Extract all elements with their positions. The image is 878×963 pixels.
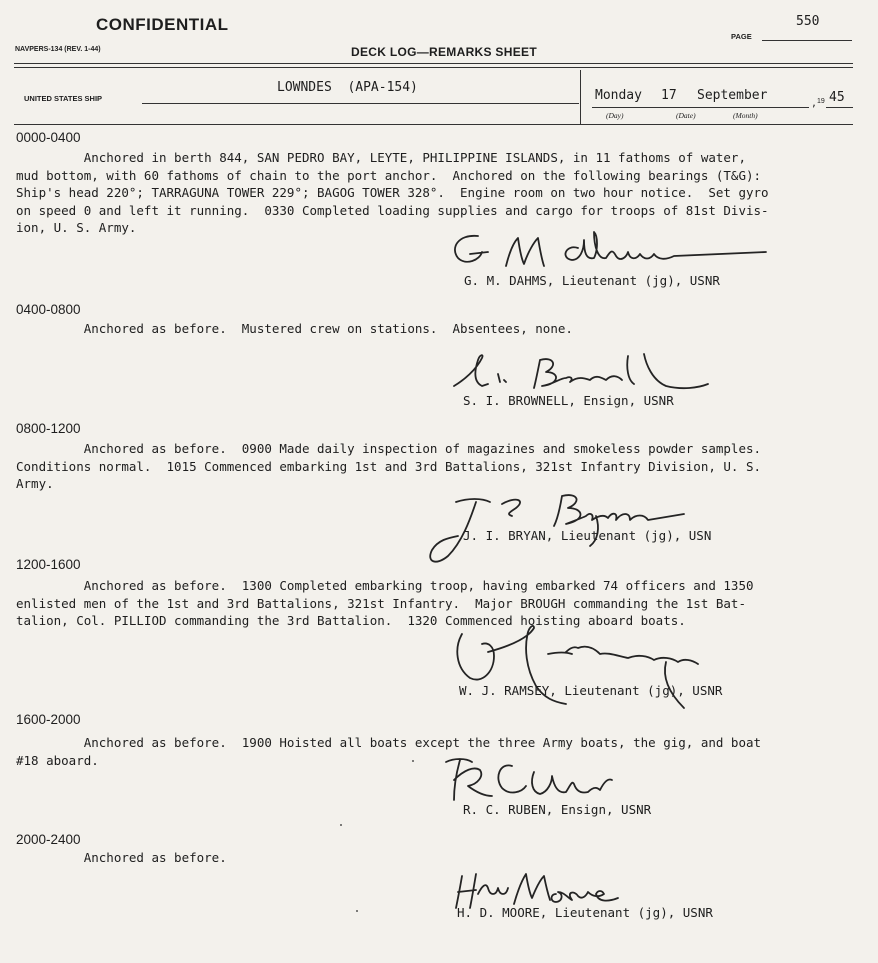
year-prefix: 19 <box>817 98 825 105</box>
signature-name-0800-1200: J. I. BRYAN, Lieutenant (jg), USN <box>463 528 712 543</box>
entry-text-0000-0400: Anchored in berth 844, SAN PEDRO BAY, LEYTE, PHILIPPINE ISLANDS, in 11 fathoms of water, mud bottom, with 60 fathoms of chain to the port anchor. Anchored on the following bearings (T&G): Ship's head 220°; TARRAGUNA TOWER 229°; BAGOG TOWER 328°. Engine room on two hour notice. Set gyro on speed 0 and left it running. 0330 Completed loading supplies and cargo for troops of 81st Divis- ion, U. S. Army. <box>16 150 769 235</box>
watch-2000-2400: 2000-2400 <box>16 832 81 847</box>
signature-name-1200-1600: W. J. RAMSEY, Lieutenant (jg), USNR <box>459 683 723 698</box>
header-rule-bottom <box>14 124 853 125</box>
log-month: September <box>697 88 768 103</box>
paper-speck <box>412 760 414 762</box>
year-line <box>826 107 853 108</box>
log-day: Monday <box>595 88 642 103</box>
watch-1600-2000: 1600-2000 <box>16 712 81 727</box>
year-comma: , <box>811 98 818 109</box>
signature-name-0000-0400: G. M. DAHMS, Lieutenant (jg), USNR <box>464 273 720 288</box>
entry-text-2000-2400: Anchored as before. <box>16 850 227 865</box>
date-line <box>592 107 809 108</box>
page-number: 550 <box>796 14 820 29</box>
entry-text-1600-2000: Anchored as before. 1900 Hoisted all boats except the three Army boats, the gig, and boat #18 aboard. <box>16 735 762 768</box>
day-caption: (Day) <box>606 111 624 120</box>
log-year: 45 <box>829 90 845 105</box>
signature-name-1600-2000: R. C. RUBEN, Ensign, USNR <box>463 802 652 817</box>
entry-text-0400-0800: Anchored as before. Mustered crew on stations. Absentees, none. <box>16 321 573 336</box>
signature-dahms <box>448 230 768 275</box>
signature-name-0400-0800: S. I. BROWNELL, Ensign, USNR <box>463 393 674 408</box>
signature-ruben <box>440 752 620 806</box>
watch-1200-1600: 1200-1600 <box>16 557 81 572</box>
classification-label: CONFIDENTIAL <box>96 15 229 34</box>
header-rule-top <box>14 63 853 64</box>
month-caption: (Month) <box>733 111 758 120</box>
sheet-title: DECK LOG—REMARKS SHEET <box>351 45 537 59</box>
signature-name-2000-2400: H. D. MOORE, Lieutenant (jg), USNR <box>457 905 713 920</box>
entry-text-0800-1200: Anchored as before. 0900 Made daily inspection of magazines and smokeless powder samples. Conditions normal. 1015 Commenced embarking 1st and 3rd Battalions, 321st Infantry Division, U. S. Army. <box>16 441 762 491</box>
date-caption: (Date) <box>676 111 696 120</box>
paper-speck <box>356 910 358 912</box>
watch-0000-0400: 0000-0400 <box>16 130 81 145</box>
watch-0800-1200: 0800-1200 <box>16 421 81 436</box>
signature-brownell <box>446 352 726 394</box>
ship-name: LOWNDES (APA-154) <box>277 80 418 95</box>
log-date: 17 <box>661 88 677 103</box>
entry-text-1200-1600: Anchored as before. 1300 Completed embarking troop, having embarked 74 officers and 1350 enlisted men of the 1st and 3rd Battalions, 321st Infantry. Major BROUGH commanding the 1st Bat- talion, Col. PILLIOD commanding the 3rd Battalion. 1320 Commenced hoisting aboard boats. <box>16 578 754 628</box>
header-rule-double <box>14 67 853 68</box>
header-divider <box>580 70 581 125</box>
page-label: PAGE <box>731 32 752 41</box>
ship-label: UNITED STATES SHIP <box>24 94 103 103</box>
page-number-line <box>762 40 852 41</box>
watch-0400-0800: 0400-0800 <box>16 302 81 317</box>
ship-name-line <box>142 103 579 104</box>
form-number: NAVPERS-134 (REV. 1-44) <box>15 46 101 53</box>
paper-speck <box>340 824 342 826</box>
